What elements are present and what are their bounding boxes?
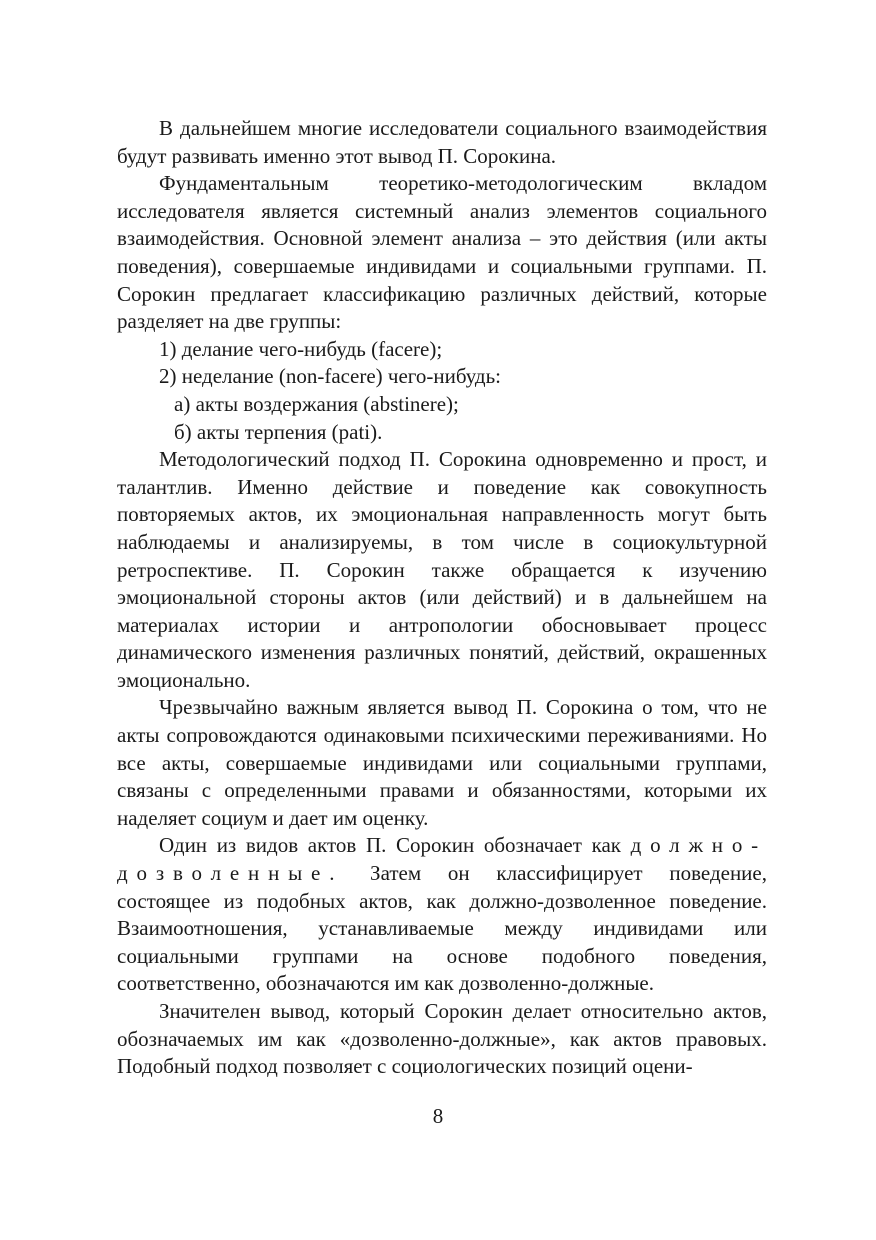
- page-body: [117, 115, 767, 1081]
- paragraph: Фундаментальным теоретико-методологическим вкладом исследователя является системный анализ элементов социального взаимодействия. Основной элемент анализа – это действия (или акты поведения), совершаемые индивидами и социальными группами. П. Сорокин предлагает классификацию различных действий, которые разделяет на две группы:: [117, 171, 767, 334]
- paragraph-text: Затем он классифицирует поведение, состоящее из подобных актов, как должно-дозволенное поведение. Взаимоотношения, устанавливаемые между индивидами или социальными группами на основе подобного поведения, соответственно, обозначаются им как дозволенно-должные.: [117, 861, 767, 996]
- sub-list-item: а) акты воздержания (abstinere);: [174, 391, 459, 416]
- paragraph: Чрезвычайно важным является вывод П. Сорокина о том, что не акты сопровождаются одинаковыми психическими переживаниями. Но все акты, совершаемые индивидами или социальными группами, связаны с определенными правами и обязанностями, которыми их наделяет социум и дает им оценку.: [117, 695, 767, 830]
- paragraph-text: Один из видов актов П. Сорокин обозначает как: [159, 833, 631, 858]
- list-item: 2) неделание (non-facere) чего-нибудь:: [159, 364, 501, 389]
- sub-list-item: б) акты терпения (pati).: [174, 419, 383, 444]
- spaced-term: должно-дозволенные.: [117, 833, 767, 886]
- paragraph-spaced-term: [117, 832, 767, 998]
- page-number: 8: [432, 1104, 444, 1128]
- list-item: 1) делание чего-нибудь (facere);: [159, 336, 443, 361]
- paragraph: Методологический подход П. Сорокина одновременно и прост, и талантлив. Именно действие и поведение как совокупность повторяемых актов, их эмоциональная направленность могут быть наблюдаемы и анализируемы, в том числе в социокультурной ретроспективе. П. Сорокин также обращается к изучению эмоциональной стороны актов (или действий) и в дальнейшем на материалах истории и антропологии обосновывает процесс динамического изменения различных понятий, действий, окрашенных эмоционально.: [117, 447, 767, 692]
- paragraph: В дальнейшем многие исследователи социального взаимодействия будут развивать именно этот вывод П. Сорокина.: [117, 116, 767, 168]
- paragraph: Значителен вывод, который Сорокин делает относительно актов, обозначаемых им как «дозволенно-должные», как актов правовых. Подобный подход позволяет с социологических позиций оцени-: [117, 999, 767, 1079]
